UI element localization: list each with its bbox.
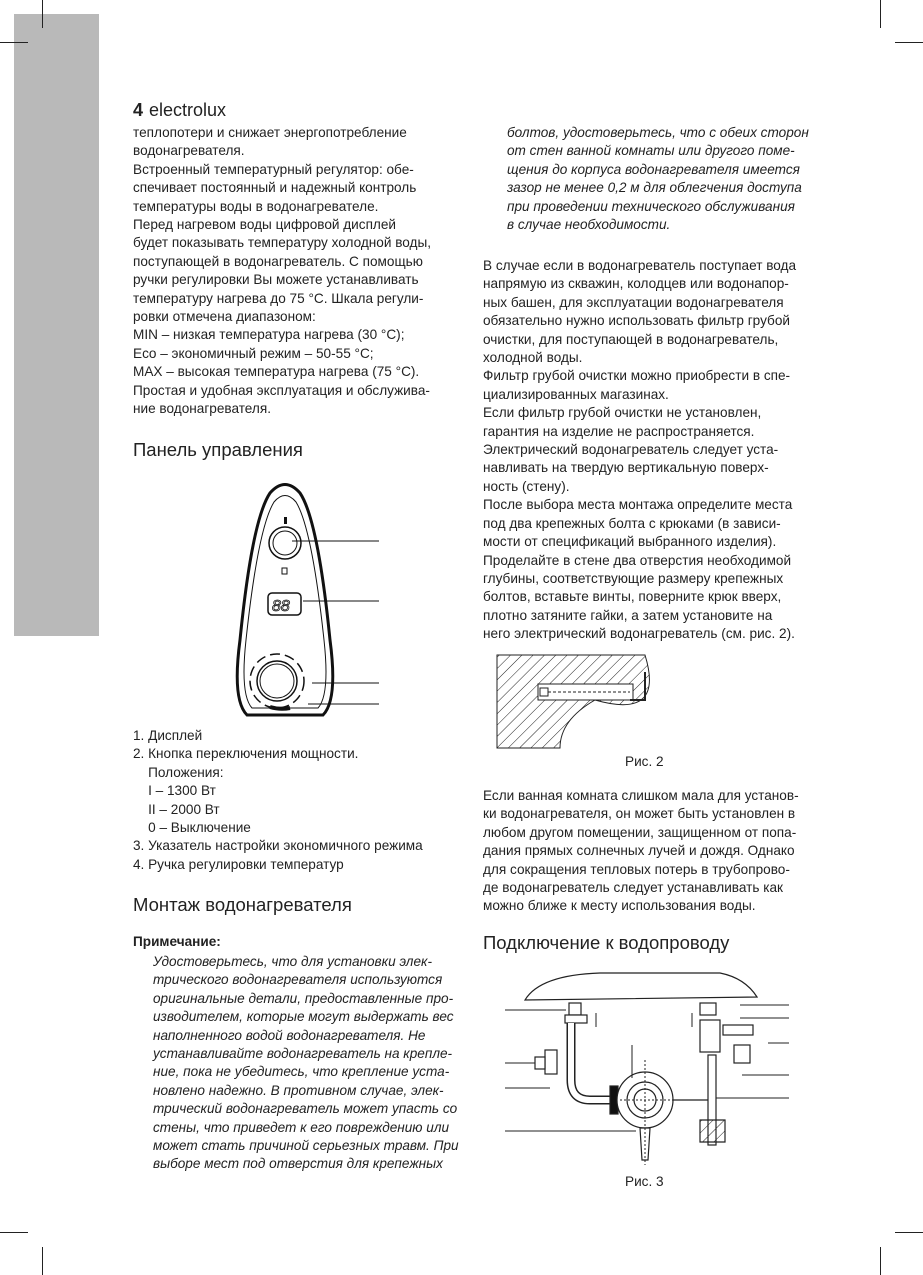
text-line: Удостоверьтесь, что для установки элек- (153, 954, 432, 969)
text-line: циализированных магазинах. (483, 386, 669, 402)
text-line: наполненного водой водонагревателя. Не (153, 1027, 426, 1043)
text-line: дания прямых солнечных лучей и дождя. Однако (483, 843, 795, 859)
text-line: ки водонагревателя, он может быть установлен в (483, 806, 796, 822)
text-line: болтов, удостоверьтесь, что с обеих сторон (507, 125, 809, 140)
text-line: После выбора места монтажа определите места (483, 497, 793, 513)
text-line: Встроенный температурный регулятор: обе- (133, 161, 414, 177)
text-line: него электрический водонагреватель (см. рис. 2). (483, 626, 795, 642)
text-line: напрямую из скважин, колодцев или водонапор- (483, 276, 789, 292)
text-line: Если фильтр грубой очистки не установлен, (483, 405, 762, 421)
text-line: I – 1300 Вт (133, 783, 216, 799)
text-line: устанавливайте водонагреватель на крепле- (153, 1046, 453, 1062)
text-line: холодной воды. (483, 350, 583, 366)
text-line: Простая и удобная эксплуатация и обслужива- (133, 382, 430, 398)
text-line: MAX – высокая температура нагрева (75 °С). (133, 364, 420, 380)
text-line: выборе мест под отверстия для крепежных (153, 1156, 443, 1172)
text-line: Электрический водонагреватель следует уста- (483, 442, 779, 458)
text-line: де водонагреватель следует устанавливать как (483, 880, 783, 896)
page-number: 4 (133, 100, 144, 120)
text-line: ровки отмечена диапазоном: (133, 309, 316, 325)
text-line: В случае если в водонагреватель поступает вода (483, 258, 797, 273)
figure-2-caption: Рис. 2 (625, 754, 664, 769)
text-line: трического водонагревателя используются (153, 972, 443, 988)
text-line: температуру нагрева до 75 °С. Шкала регули- (133, 290, 424, 306)
text-line: 1. Дисплей (133, 728, 203, 743)
text-line: ность (стену). (483, 478, 570, 494)
panel-heading: Панель управления (133, 439, 303, 460)
text-line: при проведении технического обслуживания (507, 198, 795, 214)
text-line: ных башен, для эксплуатации водонагревателя (483, 294, 784, 310)
text-line: обязательно нужно использовать фильтр грубой (483, 313, 790, 329)
text-line: Проделайте в стене два отверстия необходимой (483, 552, 792, 568)
connect-heading: Подключение к водопроводу (483, 932, 730, 953)
text-line: 4. Ручка регулировки температур (133, 856, 344, 872)
text-line: ние, пока не убедитесь, что крепление уста- (153, 1064, 450, 1080)
text-line: будет показывать температуру холодной воды, (133, 235, 432, 251)
text-line: Положения: (133, 764, 224, 780)
text-line: от стен ванной комнаты или другого поме- (507, 143, 795, 159)
figure-3-caption: Рис. 3 (625, 1174, 664, 1189)
brand-name: electrolux (149, 100, 227, 120)
text-line: оригинальные детали, предоставленные про- (153, 990, 454, 1006)
note-label: Примечание: (133, 934, 221, 949)
text-line: Если ванная комната слишком мала для установ- (483, 788, 799, 803)
panel-display-digits: 88 (272, 598, 290, 615)
text-line: 0 – Выключение (133, 820, 251, 836)
text-line: зазор не менее 0,2 м для облегчения доступа (507, 180, 802, 196)
text-line: под два крепежных болта с крюками (в зависи- (483, 515, 781, 531)
text-line: Eco – экономичный режим – 50-55 °С; (133, 345, 374, 361)
text-line: очистки, для поступающей в водонагреватель, (483, 331, 779, 347)
text-line: спечивает постоянный и надежный контроль (133, 180, 417, 196)
text-line: поступающей в водонагреватель. С помощью (133, 253, 423, 269)
text-line: трический водонагреватель может упасть со (153, 1101, 458, 1117)
text-line: водонагревателя. (133, 143, 245, 159)
text-line: гарантия на изделие не распространяется. (483, 423, 755, 439)
text-line: может стать причиной серьезных травм. При (153, 1138, 459, 1154)
text-line: MIN – низкая температура нагрева (30 °С); (133, 327, 405, 343)
text-line: глубины, соответствующие размеру крепежных (483, 570, 784, 586)
text-line: плотно затяните гайки, а затем установите на (483, 607, 773, 623)
text-line: стены, что приведет к его повреждению или (153, 1119, 450, 1135)
mount-heading: Монтаж водонагревателя (133, 894, 352, 915)
text-line: любом другом помещении, защищенном от попа- (483, 824, 797, 840)
text-line: Перед нагревом воды цифровой дисплей (133, 217, 397, 233)
text-line: 3. Указатель настройки экономичного режима (133, 838, 423, 854)
text-line: II – 2000 Вт (133, 801, 220, 817)
text-line: 2. Кнопка переключения мощности. (133, 746, 359, 762)
text-line: ние водонагревателя. (133, 401, 271, 417)
text-line: новлено надежно. В противном случае, элек- (153, 1082, 444, 1098)
text-line: температуры воды в водонагревателе. (133, 198, 379, 214)
text-line: можно ближе к месту использования воды. (483, 898, 756, 914)
text-line: теплопотери и снижает энергопотребление (133, 125, 407, 140)
text-line: изводителем, которые могут выдержать вес (153, 1009, 454, 1025)
text-line: болтов, вставьте винты, поверните крюк вверх, (483, 589, 782, 605)
text-line: Фильтр грубой очистки можно приобрести в спе- (483, 368, 791, 384)
text-line: для сокращения тепловых потерь в трубопрово- (483, 861, 790, 877)
text-line: ручки регулировки Вы можете устанавливать (133, 272, 419, 288)
text-line: щения до корпуса водонагревателя имеется (507, 161, 800, 177)
text-line: мости от спецификаций выбранного изделия). (483, 534, 777, 550)
text-line: навливать на твердую вертикальную поверх- (483, 460, 769, 476)
text-line: в случае необходимости. (507, 217, 671, 233)
